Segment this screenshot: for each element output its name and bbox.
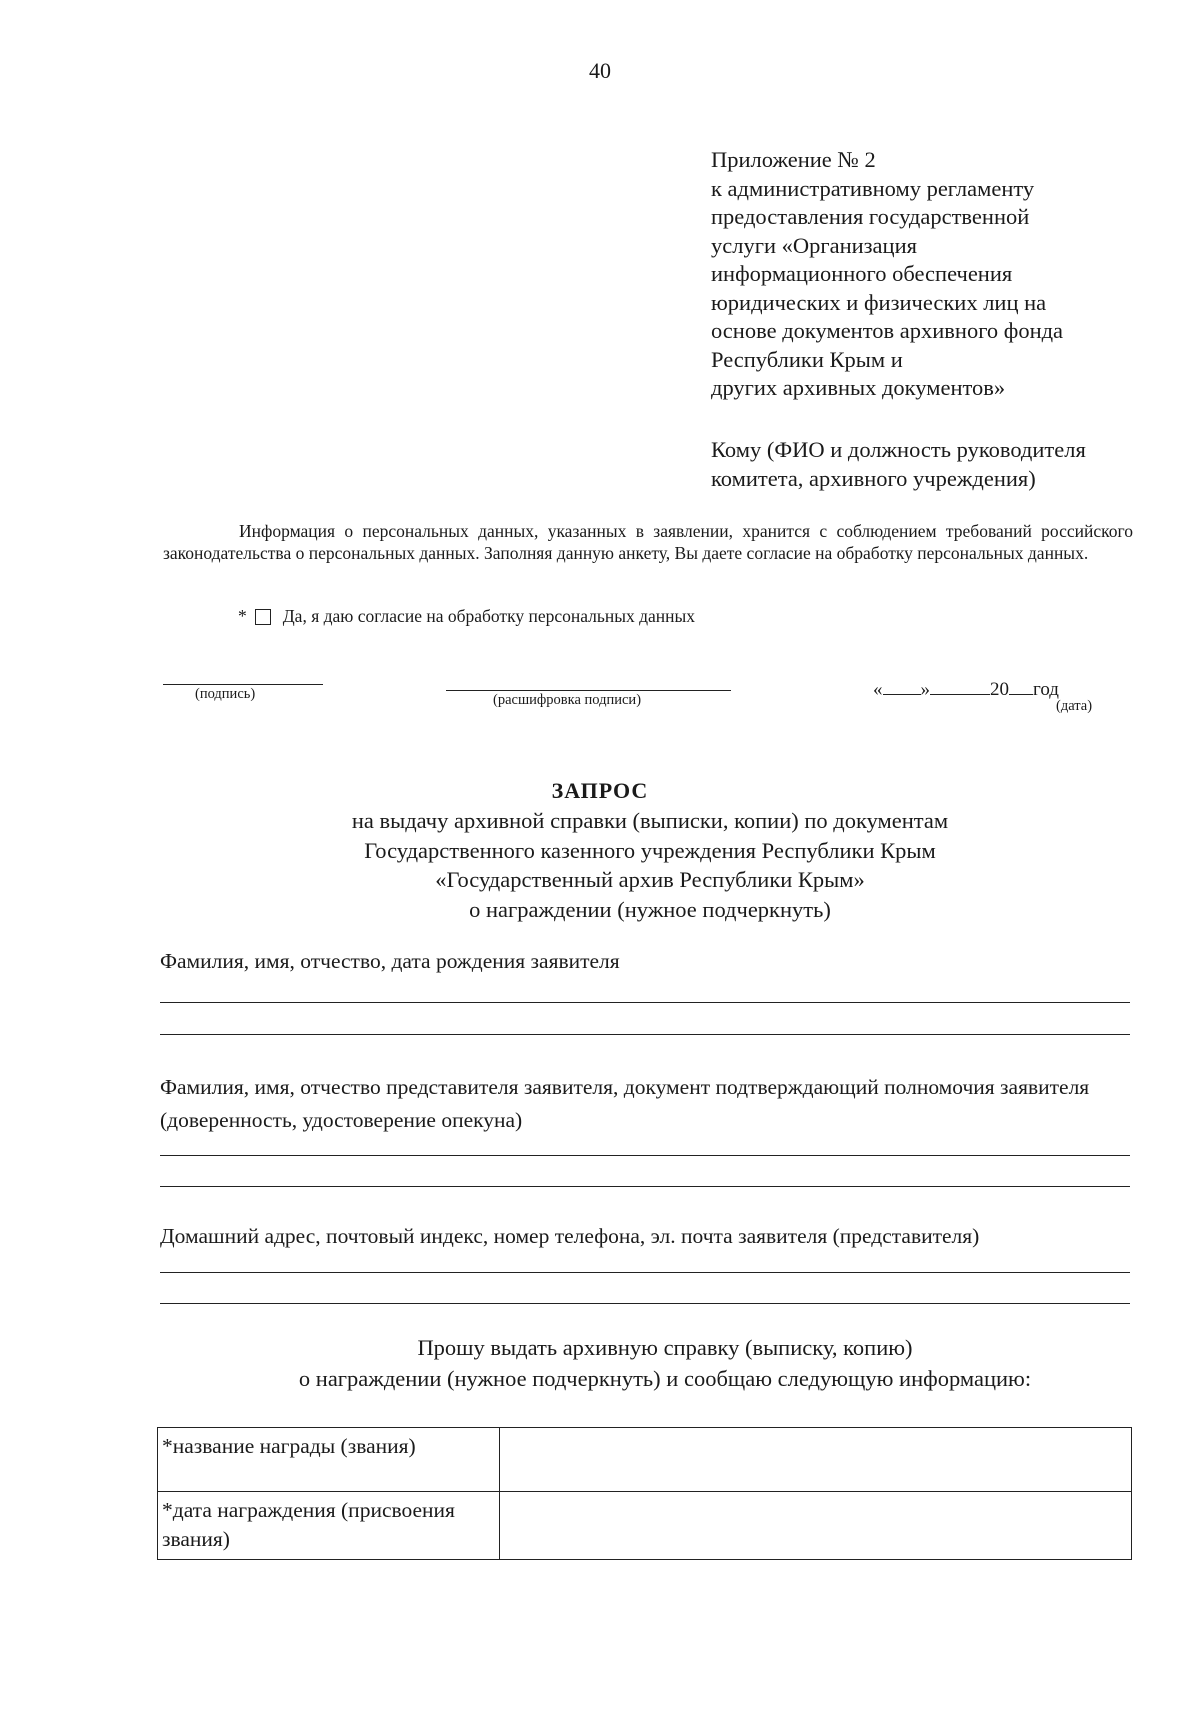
date-close-quote: » — [920, 679, 930, 700]
consent-paragraph: Информация о персональных данных, указанных в заявлении, хранится с соблюдением требований российского законодательства о персональных данных. Заполняя данную анкету, Вы даете согласие на обработку персональных данных. — [163, 521, 1133, 563]
appendix-line: услуги «Организация — [711, 232, 917, 258]
appendix-line: юридических и физических лиц на — [711, 289, 1047, 315]
address-line-1[interactable] — [160, 1272, 1130, 1273]
applicant-line-1[interactable] — [160, 1002, 1130, 1003]
request-subtitle-line: на выдачу архивной справки (выписки, копии) по документам — [351, 808, 949, 833]
day-blank[interactable] — [883, 676, 921, 695]
consent-checkbox-label: Да, я даю согласие на обработку персональных данных — [282, 606, 696, 626]
request-text-line: о награждении (нужное подчеркнуть) и сообщаю следующую информацию: — [298, 1366, 1032, 1391]
request-title: ЗАПРОС — [551, 778, 649, 803]
applicant-label: Фамилия, имя, отчество, дата рождения заявителя — [160, 949, 620, 973]
award-table — [157, 1427, 1132, 1560]
appendix-block — [711, 146, 1151, 403]
year-blank[interactable] — [1009, 676, 1033, 695]
transcript-line[interactable] — [446, 690, 731, 691]
request-subtitle-line: о награждении (нужное подчеркнуть) — [469, 896, 831, 922]
appendix-line: предоставления государственной — [711, 204, 1030, 229]
request-subtitle — [300, 806, 1000, 924]
addressee-block: Кому (ФИО и должность руководителя комитета, архивного учреждения) — [711, 437, 1086, 491]
award-name-label: *название награды (звания) — [158, 1428, 500, 1492]
request-text-line: Прошу выдать архивную справку (выписку, копию) — [417, 1335, 913, 1360]
appendix-line: к административному регламенту — [711, 175, 1035, 201]
representative-line-1[interactable] — [160, 1155, 1130, 1156]
representative-label: Фамилия, имя, отчество представителя заявителя, документ подтверждающий полномочия заявителя (доверенность, удостоверение опекуна) — [160, 1075, 1090, 1132]
month-blank[interactable] — [930, 676, 990, 695]
page-number: 40 — [589, 58, 611, 83]
appendix-line: информационного обеспечения — [711, 261, 1013, 286]
checkbox-icon[interactable] — [255, 609, 271, 625]
table-row — [158, 1428, 1132, 1492]
signature-caption: (подпись) — [195, 686, 256, 702]
date-open-quote: « — [873, 679, 883, 700]
year-prefix: 20 — [990, 679, 1009, 700]
award-date-value[interactable] — [500, 1492, 1132, 1560]
award-date-label: *дата награждения (присвоения звания) — [158, 1492, 500, 1560]
address-label: Домашний адрес, почтовый индекс, номер телефона, эл. почта заявителя (представителя) — [160, 1224, 980, 1248]
representative-line-2[interactable] — [160, 1186, 1130, 1187]
date-field[interactable] — [873, 676, 1059, 701]
appendix-line: Республики Крым и — [711, 346, 903, 372]
date-caption: (дата) — [1056, 698, 1093, 714]
address-line-2[interactable] — [160, 1303, 1130, 1304]
signature-line[interactable] — [163, 684, 323, 685]
year-word: год — [1033, 679, 1059, 700]
transcript-caption: (расшифровка подписи) — [493, 692, 642, 708]
consent-checkbox-row[interactable] — [238, 606, 695, 627]
appendix-line: Приложение № 2 — [711, 147, 876, 172]
applicant-line-2[interactable] — [160, 1034, 1130, 1035]
award-name-value[interactable] — [500, 1428, 1132, 1492]
request-subtitle-line: Государственного казенного учреждения Республики Крым — [364, 837, 936, 863]
table-row — [158, 1492, 1132, 1560]
appendix-line: других архивных документов» — [711, 375, 1006, 400]
request-text — [200, 1332, 1130, 1394]
required-mark: * — [238, 606, 247, 626]
request-subtitle-line: «Государственный архив Республики Крым» — [435, 867, 865, 892]
appendix-line: основе документов архивного фонда — [711, 318, 1064, 343]
